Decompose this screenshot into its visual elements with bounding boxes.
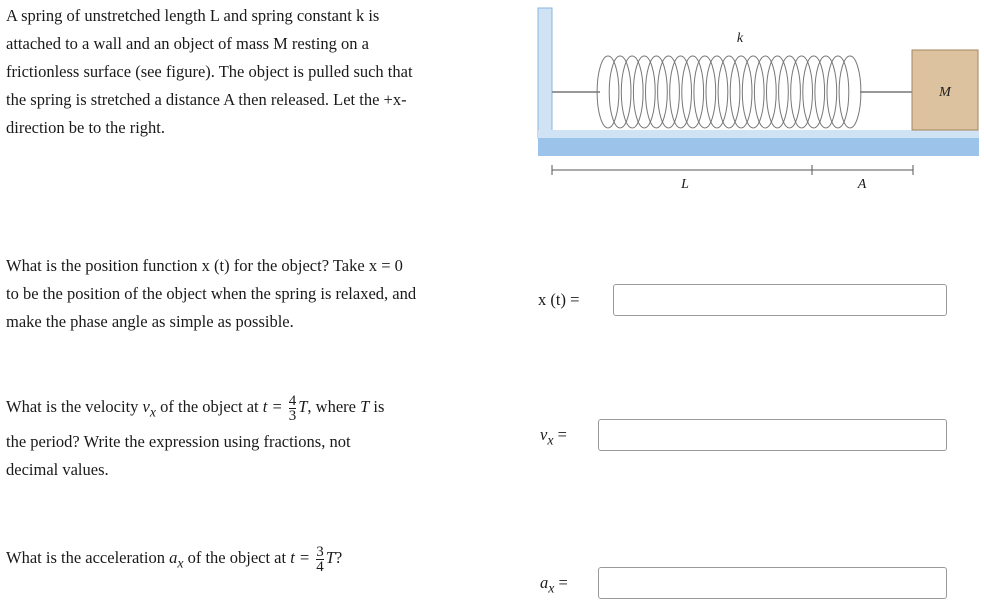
fraction-denominator: 4 — [316, 558, 324, 575]
question-velocity-cont — [6, 428, 351, 484]
question-text: What is the acceleration — [6, 548, 165, 567]
fraction-three-quarters — [316, 545, 324, 574]
spring-coil — [682, 56, 704, 128]
question-line: the period? Write the expression using fractions, not — [6, 432, 351, 451]
spring-coil — [658, 56, 680, 128]
spring-coil — [621, 56, 643, 128]
spring-coil — [670, 56, 692, 128]
position-answer-input[interactable] — [613, 284, 947, 316]
problem-intro — [6, 2, 413, 142]
intro-line: direction be to the right. — [6, 118, 165, 137]
spring-coil — [839, 56, 861, 128]
spring-coil — [730, 56, 752, 128]
period-symbol: T — [298, 397, 308, 416]
velocity-answer-label — [540, 425, 567, 448]
spring-coil — [742, 56, 764, 128]
floor — [538, 138, 979, 156]
question-text: , where — [307, 397, 356, 416]
acceleration-answer-label — [540, 573, 568, 596]
question-text: ? — [334, 548, 343, 567]
spring-coil — [646, 56, 668, 128]
intro-line: A spring of unstretched length L and spring constant k is — [6, 6, 380, 25]
velocity-symbol: v — [142, 397, 150, 416]
question-text: is — [373, 397, 385, 416]
spring-mass-figure — [530, 0, 984, 200]
question-position — [6, 252, 416, 336]
acceleration-subscript: x — [548, 580, 555, 596]
floor-surface — [538, 130, 979, 138]
equals-sign: = — [557, 425, 567, 444]
spring-constant-label: k — [736, 31, 744, 46]
acceleration-answer-input[interactable] — [598, 567, 947, 599]
period-symbol: T — [325, 548, 335, 567]
amplitude-label: A — [857, 177, 867, 192]
spring-coil — [706, 56, 728, 128]
intro-line: attached to a wall and an object of mass M resting on a — [6, 34, 369, 53]
spring-coil — [791, 56, 813, 128]
spring-coil — [815, 56, 837, 128]
velocity-subscript: x — [547, 432, 554, 448]
intro-line: frictionless surface (see figure). The object is pulled such that — [6, 62, 413, 81]
question-line: to be the position of the object when the spring is relaxed, and — [6, 284, 417, 303]
velocity-subscript: x — [149, 404, 156, 420]
velocity-symbol: v — [540, 425, 548, 444]
length-label: L — [681, 177, 689, 192]
spring-coil — [803, 56, 825, 128]
mass-label: M — [939, 85, 951, 100]
spring-coil — [633, 56, 655, 128]
question-text: of the object at — [187, 548, 287, 567]
time-equals: t = — [290, 548, 311, 567]
spring-coil — [827, 56, 849, 128]
spring-coil — [767, 56, 789, 128]
spring-coil — [694, 56, 716, 128]
question-line: make the phase angle as simple as possible. — [6, 312, 294, 331]
acceleration-symbol: a — [169, 548, 178, 567]
spring-coil — [754, 56, 776, 128]
spring-coil — [609, 56, 631, 128]
spring-coil — [718, 56, 740, 128]
fraction-numerator: 3 — [316, 543, 324, 560]
spring-coils — [597, 56, 861, 128]
fraction-numerator: 4 — [288, 392, 297, 409]
velocity-answer-input[interactable] — [598, 419, 947, 451]
position-answer-label: x (t) = — [538, 290, 580, 309]
period-symbol: T — [360, 397, 370, 416]
wall — [538, 8, 552, 138]
spring-coil — [597, 56, 619, 128]
equals-sign: = — [558, 573, 568, 592]
intro-line: the spring is stretched a distance A then released. Let the +x- — [6, 90, 407, 109]
question-acceleration — [6, 535, 342, 586]
question-line: What is the position function x (t) for the object? Take x = 0 — [6, 256, 403, 275]
fraction-four-thirds — [289, 394, 297, 423]
time-equals: t = — [262, 397, 283, 416]
question-line: decimal values. — [6, 460, 109, 479]
spring-coil — [779, 56, 801, 128]
question-text: What is the velocity — [6, 397, 139, 416]
question-text: of the object at — [160, 397, 259, 416]
acceleration-subscript: x — [177, 555, 184, 571]
fraction-denominator: 3 — [288, 407, 297, 424]
acceleration-symbol: a — [540, 573, 549, 592]
